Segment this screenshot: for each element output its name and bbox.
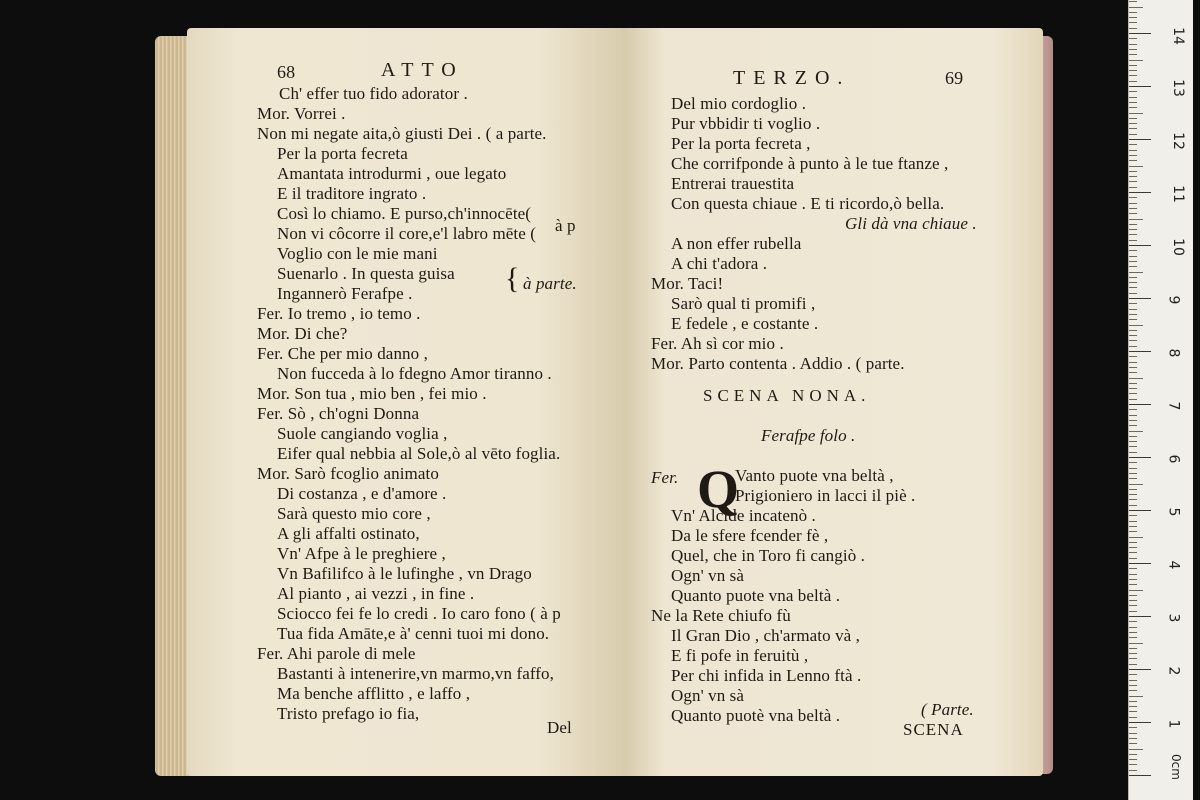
- ruler-tick: [1129, 351, 1151, 352]
- text-line: Quel, che in Toro fi cangiò .: [671, 546, 866, 565]
- ruler-tick: [1129, 282, 1137, 283]
- ruler-tick: [1129, 632, 1137, 633]
- ruler-tick: [1129, 738, 1137, 739]
- ruler-tick: [1129, 648, 1137, 649]
- text-line: Ogn' vn sà: [671, 686, 745, 705]
- ruler-number: 3: [1165, 613, 1182, 623]
- ruler-tick: [1129, 526, 1137, 527]
- text-line: Quanto puotè vna beltà .: [671, 706, 841, 725]
- ruler-tick: [1129, 367, 1137, 368]
- ruler-tick: [1129, 303, 1137, 304]
- text-line: Suole cangiando voglia ,: [277, 424, 448, 443]
- ruler-tick: [1129, 579, 1137, 580]
- text-line: Con questa chiaue . E ti ricordo,ò bella.: [671, 194, 945, 213]
- ruler-tick: [1129, 346, 1137, 347]
- ruler-tick: [1129, 224, 1137, 225]
- ruler-tick: [1129, 335, 1137, 336]
- ruler-tick: [1129, 54, 1137, 55]
- text-line: Fer. Ahi parole di mele: [257, 644, 416, 663]
- aside-note: à p: [555, 216, 576, 235]
- ruler-tick: [1129, 277, 1137, 278]
- ruler-tick: [1129, 388, 1137, 389]
- text-line: Prigioniero in lacci il piè .: [735, 486, 916, 505]
- text-line: Da le sfere fcender fè ,: [671, 526, 829, 545]
- ruler-tick: [1129, 775, 1151, 776]
- text-line: Amantata introdurmi , oue legato: [277, 164, 507, 183]
- ruler-tick: [1129, 60, 1143, 61]
- text-line: Per la porta fecreta: [277, 144, 408, 163]
- ruler-tick: [1129, 144, 1137, 145]
- ruler-tick: [1129, 219, 1143, 220]
- text-line: Fer. Io tremo , io temo .: [257, 304, 421, 323]
- text-line: Che corrifponde à punto à le tue ftanze ,: [671, 154, 949, 173]
- ruler-tick: [1129, 393, 1137, 394]
- text-line: E fi pofe in feruitù ,: [671, 646, 809, 665]
- text-line: Vn' Afpe à le preghiere ,: [277, 544, 446, 563]
- text-line: Fer. Che per mio danno ,: [257, 344, 428, 363]
- ruler-tick: [1129, 478, 1137, 479]
- ruler-tick: [1129, 600, 1137, 601]
- ruler-tick: [1129, 658, 1137, 659]
- scene-persons: Ferafpe folo .: [761, 426, 856, 445]
- text-line: Fer. Sò , ch'ogni Donna: [257, 404, 420, 423]
- ruler-tick: [1129, 102, 1137, 103]
- ruler-number: 9: [1165, 295, 1182, 305]
- ruler-tick: [1129, 563, 1151, 564]
- text-line: Ch' effer tuo fido adorator .: [279, 84, 468, 103]
- ruler-tick: [1129, 515, 1137, 516]
- ruler-tick: [1129, 754, 1137, 755]
- running-header: ATTO: [381, 59, 464, 81]
- text-line: A chi t'adora .: [671, 254, 768, 273]
- ruler-tick: [1129, 489, 1137, 490]
- ruler-tick: [1129, 484, 1143, 485]
- ruler-tick: [1129, 44, 1137, 45]
- catchword: Del: [547, 718, 572, 737]
- ruler-tick: [1129, 325, 1143, 326]
- ruler-tick: [1129, 378, 1143, 379]
- ruler-tick: [1129, 674, 1137, 675]
- ruler-tick: [1129, 420, 1137, 421]
- text-line: A gli affalti ostinato,: [277, 524, 420, 543]
- text-line: Vn Bafilifco à le lufinghe , vn Drago: [277, 564, 532, 583]
- text-line: Suenarlo . In questa guisa: [277, 264, 455, 283]
- text-line: Ma benche afflitto , e laffo ,: [277, 684, 471, 703]
- ruler-tick: [1129, 81, 1137, 82]
- scene-title: SCENA NONA.: [703, 386, 871, 405]
- ruler-tick: [1129, 605, 1137, 606]
- ruler-tick: [1129, 452, 1137, 453]
- ruler-tick: [1129, 521, 1137, 522]
- open-book: [155, 28, 1050, 780]
- ruler-tick: [1129, 425, 1137, 426]
- ruler-tick: [1129, 717, 1137, 718]
- text-line: Mor. Sarò fcoglio animato: [257, 464, 439, 483]
- ruler-tick: [1129, 118, 1137, 119]
- ruler-tick: [1129, 531, 1137, 532]
- aside-note: à parte.: [523, 274, 577, 293]
- ruler-tick: [1129, 685, 1137, 686]
- ruler-tick: [1129, 690, 1137, 691]
- ruler-tick: [1129, 187, 1137, 188]
- drop-cap: Q: [697, 459, 740, 519]
- measurement-ruler: [1128, 0, 1193, 800]
- left-page: [187, 28, 625, 776]
- ruler-tick: [1129, 590, 1143, 591]
- ruler-tick: [1129, 250, 1137, 251]
- ruler-tick: [1129, 314, 1137, 315]
- text-line: Eifer qual nebbia al Sole,ò al vēto foglia.: [277, 444, 561, 463]
- text-line: Sciocco fei fe lo credi . Io caro fono ( à p: [277, 604, 561, 623]
- ruler-tick: [1129, 404, 1151, 405]
- ruler-tick: [1129, 473, 1137, 474]
- ruler-tick: [1129, 245, 1151, 246]
- ruler-tick: [1129, 552, 1137, 553]
- ruler-tick: [1129, 372, 1137, 373]
- ruler-tick: [1129, 383, 1137, 384]
- ruler-tick: [1129, 727, 1137, 728]
- ruler-tick: [1129, 113, 1143, 114]
- ruler-tick: [1129, 203, 1137, 204]
- ruler-tick: [1129, 272, 1143, 273]
- ruler-tick: [1129, 749, 1143, 750]
- stage-direction: Gli dà vna chiaue .: [845, 214, 977, 233]
- ruler-tick: [1129, 240, 1137, 241]
- ruler-tick: [1129, 234, 1137, 235]
- page-number: 69: [945, 68, 964, 88]
- text-line: Bastanti à intenerire,vn marmo,vn faffo,: [277, 664, 555, 683]
- ruler-tick: [1129, 462, 1137, 463]
- text-line: Tua fida Amāte,e à' cenni tuoi mi dono.: [277, 624, 550, 643]
- ruler-tick: [1129, 537, 1143, 538]
- ruler-tick: [1129, 701, 1137, 702]
- text-line: Sarà questo mio core ,: [277, 504, 431, 523]
- text-line: Mor. Di che?: [257, 324, 348, 343]
- right-page: [623, 28, 1043, 776]
- ruler-tick: [1129, 409, 1137, 410]
- ruler-tick: [1129, 160, 1137, 161]
- text-line: Così lo chiamo. E purso,ch'innocēte(: [277, 204, 532, 223]
- text-line: Non mi negate aita,ò giusti Dei . ( a parte.: [257, 124, 547, 143]
- text-line: Per chi infida in Lenno ftà .: [671, 666, 862, 685]
- ruler-tick: [1129, 33, 1151, 34]
- ruler-tick: [1129, 293, 1137, 294]
- ruler-tick: [1129, 457, 1151, 458]
- ruler-unit: 0cm: [1168, 754, 1183, 780]
- text-line: E il traditore ingrato .: [277, 184, 427, 203]
- ruler-tick: [1129, 70, 1137, 71]
- ruler-tick: [1129, 759, 1137, 760]
- ruler-tick: [1129, 568, 1137, 569]
- text-line: Entrerai trauestita: [671, 174, 795, 193]
- text-line: Fer. Ah sì cor mio .: [651, 334, 784, 353]
- ruler-tick: [1129, 494, 1137, 495]
- ruler-number: 10: [1169, 238, 1186, 256]
- text-line: Ogn' vn sà: [671, 566, 745, 585]
- ruler-tick: [1129, 669, 1151, 670]
- ruler-tick: [1129, 696, 1143, 697]
- ruler-tick: [1129, 197, 1137, 198]
- ruler-tick: [1129, 65, 1137, 66]
- text-line: Ne la Rete chiufo fù: [651, 606, 791, 625]
- ruler-tick: [1129, 298, 1151, 299]
- ruler-tick: [1129, 574, 1137, 575]
- ruler-tick: [1129, 743, 1137, 744]
- ruler-tick: [1129, 150, 1137, 151]
- page-number: 68: [277, 62, 296, 82]
- ruler-tick: [1129, 319, 1137, 320]
- catchword: SCENA: [903, 720, 964, 739]
- text-line: E fedele , e costante .: [671, 314, 819, 333]
- ruler-tick: [1129, 49, 1137, 50]
- ruler-tick: [1129, 680, 1137, 681]
- ruler-tick: [1129, 139, 1151, 140]
- ruler-tick: [1129, 38, 1137, 39]
- ruler-tick: [1129, 192, 1151, 193]
- text-line: Mor. Vorrei .: [257, 104, 346, 123]
- ruler-number: 13: [1169, 79, 1186, 97]
- ruler-tick: [1129, 256, 1137, 257]
- ruler-tick: [1129, 1, 1137, 2]
- ruler-tick: [1129, 441, 1137, 442]
- ruler-tick: [1129, 266, 1137, 267]
- ruler-tick: [1129, 176, 1137, 177]
- ruler-tick: [1129, 505, 1137, 506]
- ruler-number: 5: [1165, 507, 1182, 517]
- ruler-tick: [1129, 181, 1137, 182]
- ruler-tick: [1129, 171, 1137, 172]
- ruler-tick: [1129, 123, 1137, 124]
- ruler-tick: [1129, 764, 1137, 765]
- ruler-tick: [1129, 722, 1151, 723]
- text-line: Mor. Parto contenta . Addio . ( parte.: [651, 354, 905, 373]
- ruler-tick: [1129, 431, 1143, 432]
- text-line: Mor. Son tua , mio ben , fei mio .: [257, 384, 487, 403]
- text-line: Ingannerò Ferafpe .: [277, 284, 413, 303]
- ruler-tick: [1129, 330, 1137, 331]
- ruler-tick: [1129, 134, 1137, 135]
- text-line: Al pianto , ai vezzi , in fine .: [277, 584, 475, 603]
- text-line: Tristo prefago io fia,: [277, 704, 420, 723]
- text-line: Non fucceda à lo fdegno Amor tiranno .: [277, 364, 552, 383]
- ruler-number: 2: [1165, 666, 1182, 676]
- ruler-tick: [1129, 309, 1137, 310]
- ruler-tick: [1129, 611, 1137, 612]
- ruler-tick: [1129, 706, 1137, 707]
- ruler-number: 4: [1165, 560, 1182, 570]
- text-line: Il Gran Dio , ch'armato và ,: [671, 626, 861, 645]
- ruler-tick: [1129, 75, 1137, 76]
- ruler-tick: [1129, 166, 1143, 167]
- ruler-number: 14: [1169, 27, 1186, 45]
- running-header: TERZO.: [733, 67, 851, 89]
- ruler-tick: [1129, 362, 1137, 363]
- ruler-tick: [1129, 664, 1137, 665]
- ruler-number: 8: [1165, 348, 1182, 358]
- text-line: Di costanza , e d'amore .: [277, 484, 447, 503]
- ruler-tick: [1129, 510, 1151, 511]
- ruler-tick: [1129, 155, 1137, 156]
- ruler-tick: [1129, 261, 1137, 262]
- ruler-tick: [1129, 446, 1137, 447]
- ruler-tick: [1129, 91, 1137, 92]
- speaker-label: Fer.: [651, 468, 679, 487]
- brace: {: [505, 262, 520, 295]
- ruler-number: 12: [1169, 132, 1186, 150]
- text-line: Per la porta fecreta ,: [671, 134, 811, 153]
- text-line: Quanto puote vna beltà .: [671, 586, 841, 605]
- ruler-number: 6: [1165, 454, 1182, 464]
- ruler-tick: [1129, 287, 1137, 288]
- ruler-tick: [1129, 97, 1137, 98]
- ruler-tick: [1129, 733, 1137, 734]
- ruler-tick: [1129, 637, 1137, 638]
- stage-direction: ( Parte.: [921, 700, 974, 719]
- ruler-tick: [1129, 584, 1137, 585]
- text-line: Vanto puote vna beltà ,: [735, 466, 894, 485]
- ruler-tick: [1129, 770, 1137, 771]
- ruler-tick: [1129, 128, 1137, 129]
- ruler-tick: [1129, 22, 1137, 23]
- ruler-tick: [1129, 499, 1137, 500]
- text-line: Del mio cordoglio .: [671, 94, 807, 113]
- ruler-tick: [1129, 356, 1137, 357]
- ruler-tick: [1129, 7, 1143, 8]
- ruler-tick: [1129, 107, 1137, 108]
- ruler-tick: [1129, 213, 1137, 214]
- text-line: A non effer rubella: [671, 234, 802, 253]
- ruler-tick: [1129, 595, 1137, 596]
- ruler-tick: [1129, 616, 1151, 617]
- ruler-tick: [1129, 547, 1137, 548]
- text-line: Sarò qual ti promifi ,: [671, 294, 816, 313]
- ruler-tick: [1129, 17, 1137, 18]
- ruler-number: 1: [1165, 719, 1182, 729]
- ruler-tick: [1129, 12, 1137, 13]
- ruler-tick: [1129, 542, 1137, 543]
- ruler-tick: [1129, 229, 1137, 230]
- ruler-tick: [1129, 340, 1137, 341]
- ruler-tick: [1129, 558, 1137, 559]
- ruler-tick: [1129, 627, 1137, 628]
- ruler-tick: [1129, 208, 1137, 209]
- ruler-tick: [1129, 653, 1137, 654]
- ruler-tick: [1129, 711, 1137, 712]
- text-line: Pur vbbidir ti voglio .: [671, 114, 821, 133]
- text-line: Voglio con le mie mani: [277, 244, 438, 263]
- text-line: Non vi côcorre il core,e'l labro mēte (: [277, 224, 537, 243]
- ruler-tick: [1129, 621, 1137, 622]
- ruler-number: 7: [1165, 401, 1182, 411]
- ruler-tick: [1129, 28, 1137, 29]
- ruler-tick: [1129, 436, 1137, 437]
- ruler-tick: [1129, 86, 1151, 87]
- text-line: Vn' Alcide incatenò .: [671, 506, 816, 525]
- ruler-number: 11: [1169, 185, 1186, 203]
- ruler-tick: [1129, 468, 1137, 469]
- ruler-tick: [1129, 415, 1137, 416]
- ruler-tick: [1129, 399, 1137, 400]
- text-line: Mor. Taci!: [651, 274, 724, 293]
- ruler-tick: [1129, 643, 1143, 644]
